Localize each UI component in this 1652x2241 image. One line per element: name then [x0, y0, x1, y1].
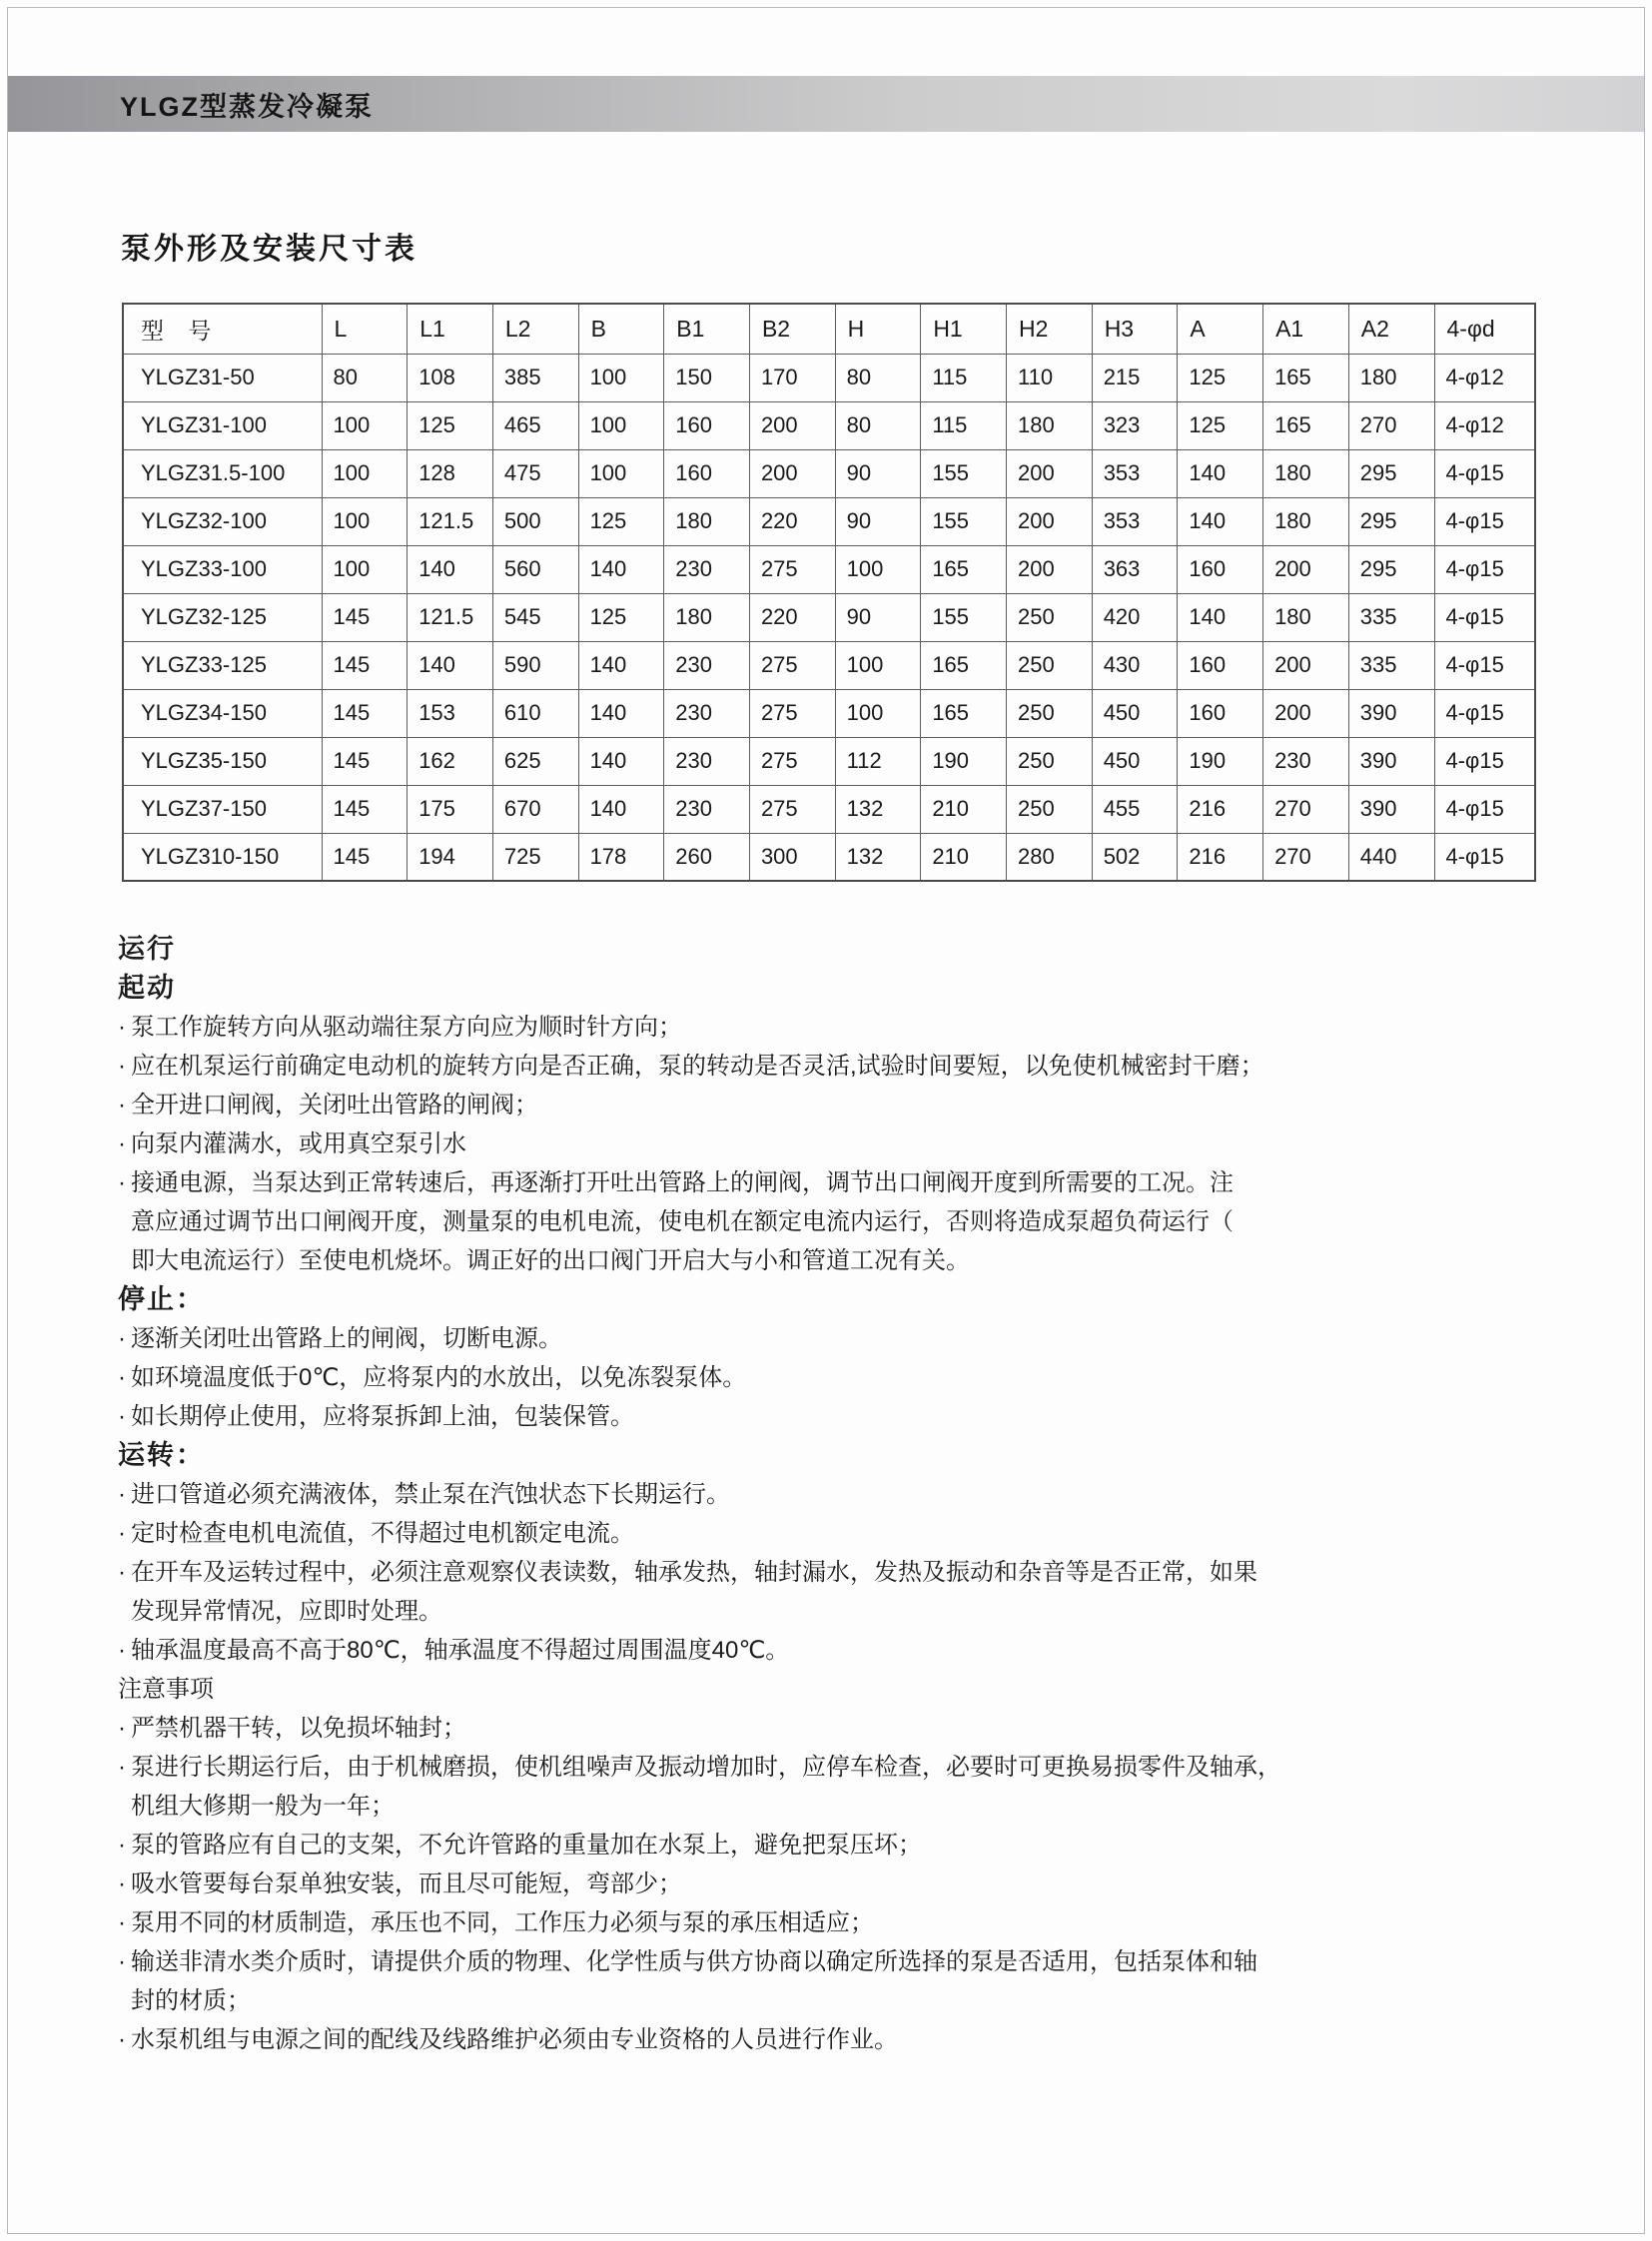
bullet-line — [118, 1047, 1558, 1086]
dimension-cell: 128 — [408, 449, 493, 497]
dimension-cell: 295 — [1348, 545, 1434, 593]
bullet-text: 轴承温度最高不高于80℃，轴承温度不得超过周围温度40℃。 — [131, 1637, 790, 1664]
dimension-cell: 165 — [921, 641, 1007, 689]
dimension-cell: 140 — [408, 545, 493, 593]
header-band — [8, 76, 1644, 132]
bullet-text: 水泵机组与电源之间的配线及线路维护必须由专业资格的人员进行作业。 — [131, 2026, 898, 2053]
dimension-cell: 145 — [322, 593, 408, 641]
model-cell: YLGZ35-150 — [123, 737, 322, 785]
model-cell: YLGZ37-150 — [123, 785, 322, 833]
dimension-cell: 155 — [921, 449, 1007, 497]
dimension-cell: 280 — [1007, 833, 1093, 881]
bullet-marker: · — [118, 1909, 126, 1936]
dimension-cell: 230 — [664, 545, 750, 593]
bullet-line — [118, 1553, 1558, 1592]
dimension-cell: 216 — [1178, 785, 1263, 833]
bullet-marker: · — [118, 1092, 126, 1119]
bullet-line — [118, 1124, 1558, 1163]
dimension-cell: 335 — [1348, 593, 1434, 641]
dimension-cell: 112 — [835, 737, 921, 785]
bullet-line — [118, 1942, 1558, 1981]
dimension-cell: 125 — [578, 497, 664, 545]
column-header: L1 — [408, 304, 493, 354]
dimension-cell: 155 — [921, 593, 1007, 641]
bullet-line — [118, 1903, 1558, 1942]
bullet-marker: · — [118, 1559, 126, 1586]
bullet-marker: · — [118, 1754, 126, 1781]
bullet-text: 泵用不同的材质制造，承压也不同，工作压力必须与泵的承压相适应； — [131, 1909, 874, 1936]
column-header: H3 — [1092, 304, 1178, 354]
dimension-cell: 450 — [1092, 737, 1178, 785]
bullet-line — [118, 1008, 1558, 1047]
bullet-text: 输送非清水类介质时，请提供介质的物理、化学性质与供方协商以确定所选择的泵是否适用，包括泵体和轴 — [131, 1948, 1257, 1975]
column-header: H2 — [1007, 304, 1093, 354]
dimension-cell: 145 — [322, 641, 408, 689]
dimension-cell: 670 — [492, 785, 578, 833]
model-cell: YLGZ32-125 — [123, 593, 322, 641]
bullet-line — [118, 1514, 1558, 1553]
dimension-cell: 180 — [1348, 354, 1434, 401]
dimension-cell: 4-φ15 — [1434, 737, 1535, 785]
dimension-cell: 275 — [749, 545, 835, 593]
dimension-cell: 275 — [749, 785, 835, 833]
dimension-cell: 121.5 — [408, 497, 493, 545]
table-header-row — [123, 304, 1535, 354]
dimension-cell: 210 — [921, 785, 1007, 833]
bullet-text: 如长期停止使用，应将泵拆卸上油，包装保管。 — [131, 1403, 634, 1430]
table-row — [123, 545, 1535, 593]
dimension-cell: 455 — [1092, 785, 1178, 833]
dimension-cell: 140 — [1178, 497, 1263, 545]
dimension-cell: 725 — [492, 833, 578, 881]
dimension-cell: 170 — [749, 354, 835, 401]
body-text — [118, 930, 1558, 2059]
table-row — [123, 593, 1535, 641]
text-continuation-line: 意应通过调节出口闸阀开度，测量泵的电机电流，使电机在额定电流内运行，否则将造成泵超负荷运行（ — [131, 1208, 1234, 1235]
dimension-cell: 200 — [1007, 545, 1093, 593]
dimension-cell: 180 — [664, 593, 750, 641]
dimension-cell: 230 — [1263, 737, 1349, 785]
column-header: L2 — [492, 304, 578, 354]
dimension-cell: 180 — [1007, 401, 1093, 449]
dimension-cell: 300 — [749, 833, 835, 881]
table-row — [123, 689, 1535, 737]
model-cell: YLGZ33-125 — [123, 641, 322, 689]
column-header: A — [1178, 304, 1263, 354]
bullet-text: 定时检查电机电流值，不得超过电机额定电流。 — [131, 1520, 634, 1547]
bullet-marker: · — [118, 1364, 126, 1391]
bullet-line — [118, 1748, 1558, 1787]
bullet-marker: · — [118, 1014, 126, 1041]
dimension-cell: 125 — [1178, 401, 1263, 449]
dimension-cell: 165 — [921, 689, 1007, 737]
dimension-cell: 165 — [921, 545, 1007, 593]
dimensions-table — [122, 303, 1536, 882]
table-row — [123, 354, 1535, 401]
dimension-cell: 390 — [1348, 689, 1434, 737]
bullet-text: 如环境温度低于0℃，应将泵内的水放出，以免冻裂泵体。 — [131, 1364, 747, 1391]
column-header: H1 — [921, 304, 1007, 354]
column-header: 4-φd — [1434, 304, 1535, 354]
dimension-cell: 162 — [408, 737, 493, 785]
dimension-cell: 80 — [835, 401, 921, 449]
dimension-cell: 140 — [578, 641, 664, 689]
dimension-cell: 323 — [1092, 401, 1178, 449]
column-header: 型 号 — [123, 304, 322, 354]
bullet-text: 吸水管要每台泵单独安装，而且尽可能短，弯部少； — [131, 1870, 682, 1897]
table-header — [123, 304, 1535, 354]
bullet-marker: · — [118, 2026, 126, 2053]
dimension-cell: 610 — [492, 689, 578, 737]
dimension-cell: 200 — [749, 401, 835, 449]
dimension-cell: 260 — [664, 833, 750, 881]
dimension-cell: 4-φ15 — [1434, 593, 1535, 641]
dimension-cell: 100 — [322, 545, 408, 593]
dimension-cell: 90 — [835, 497, 921, 545]
column-header: A1 — [1263, 304, 1349, 354]
dimension-cell: 80 — [835, 354, 921, 401]
table-body — [123, 354, 1535, 881]
dimension-cell: 295 — [1348, 449, 1434, 497]
dimension-cell: 140 — [578, 689, 664, 737]
dimension-cell: 100 — [835, 689, 921, 737]
model-cell: YLGZ31.5-100 — [123, 449, 322, 497]
dimension-cell: 80 — [322, 354, 408, 401]
dimension-cell: 4-φ15 — [1434, 449, 1535, 497]
bullet-text: 全开进口闸阀，关闭吐出管路的闸阀； — [131, 1092, 538, 1119]
table-row — [123, 737, 1535, 785]
dimension-cell: 590 — [492, 641, 578, 689]
dimension-cell: 230 — [664, 785, 750, 833]
bullet-text: 泵工作旋转方向从驱动端往泵方向应为顺时针方向； — [131, 1014, 682, 1041]
bullet-marker: · — [118, 1637, 126, 1664]
bullet-line — [118, 1865, 1558, 1903]
dimension-cell: 625 — [492, 737, 578, 785]
dimension-cell: 200 — [749, 449, 835, 497]
bullet-marker: · — [118, 1481, 126, 1508]
dimension-cell: 121.5 — [408, 593, 493, 641]
dimension-cell: 140 — [578, 545, 664, 593]
bullet-text: 进口管道必须充满液体，禁止泵在汽蚀状态下长期运行。 — [131, 1481, 730, 1508]
dimension-cell: 215 — [1092, 354, 1178, 401]
bullet-marker: · — [118, 1715, 126, 1742]
dimension-cell: 100 — [322, 497, 408, 545]
dimension-cell: 390 — [1348, 737, 1434, 785]
dimension-cell: 4-φ15 — [1434, 641, 1535, 689]
subheading: 注意事项 — [118, 1676, 214, 1703]
dimension-cell: 115 — [921, 401, 1007, 449]
section-heading: 起动 — [118, 973, 176, 1003]
bullet-text: 接通电源，当泵达到正常转速后，再逐渐打开吐出管路上的闸阀，调节出口闸阀开度到所需要的工况。注 — [131, 1169, 1234, 1196]
dimension-cell: 430 — [1092, 641, 1178, 689]
dimension-cell: 140 — [1178, 449, 1263, 497]
column-header: A2 — [1348, 304, 1434, 354]
model-cell: YLGZ31-100 — [123, 401, 322, 449]
dimension-cell: 175 — [408, 785, 493, 833]
model-cell: YLGZ34-150 — [123, 689, 322, 737]
model-cell: YLGZ32-100 — [123, 497, 322, 545]
dimension-cell: 230 — [664, 689, 750, 737]
section-heading: 运行 — [118, 934, 176, 964]
dimension-cell: 275 — [749, 737, 835, 785]
dimension-cell: 220 — [749, 593, 835, 641]
bullet-line — [118, 1709, 1558, 1748]
dimension-cell: 190 — [921, 737, 1007, 785]
dimension-cell: 90 — [835, 593, 921, 641]
column-header: B — [578, 304, 664, 354]
dimension-cell: 132 — [835, 833, 921, 881]
dimension-cell: 475 — [492, 449, 578, 497]
dimension-cell: 385 — [492, 354, 578, 401]
table-row — [123, 449, 1535, 497]
dimension-cell: 450 — [1092, 689, 1178, 737]
table-row — [123, 833, 1535, 881]
dimension-cell: 295 — [1348, 497, 1434, 545]
dimension-cell: 270 — [1263, 833, 1349, 881]
dimension-cell: 180 — [1263, 449, 1349, 497]
bullet-line — [118, 1163, 1558, 1202]
bullet-line — [118, 2020, 1558, 2059]
dimension-cell: 200 — [1007, 497, 1093, 545]
dimension-cell: 140 — [578, 737, 664, 785]
dimension-cell: 210 — [921, 833, 1007, 881]
model-cell: YLGZ310-150 — [123, 833, 322, 881]
bullet-text: 在开车及运转过程中，必须注意观察仪表读数，轴承发热，轴封漏水，发热及振动和杂音等是否正常，如果 — [131, 1559, 1257, 1586]
dimension-cell: 165 — [1263, 354, 1349, 401]
bullet-line — [118, 1397, 1558, 1436]
dimension-cell: 216 — [1178, 833, 1263, 881]
dimension-cell: 145 — [322, 833, 408, 881]
dimension-cell: 100 — [322, 449, 408, 497]
column-header: L — [322, 304, 408, 354]
bullet-marker: · — [118, 1053, 126, 1080]
dimension-cell: 250 — [1007, 785, 1093, 833]
dimension-cell: 200 — [1263, 545, 1349, 593]
section-title: 泵外形及安装尺寸表 — [121, 233, 417, 266]
dimension-cell: 270 — [1263, 785, 1349, 833]
model-cell: YLGZ33-100 — [123, 545, 322, 593]
bullet-text: 逐渐关闭吐出管路上的闸阀，切断电源。 — [131, 1325, 562, 1352]
dimension-cell: 250 — [1007, 593, 1093, 641]
dimension-cell: 180 — [1263, 593, 1349, 641]
bullet-marker: · — [118, 1403, 126, 1430]
dimension-cell: 100 — [578, 354, 664, 401]
dimension-cell: 353 — [1092, 497, 1178, 545]
dimension-cell: 160 — [664, 401, 750, 449]
table-row — [123, 497, 1535, 545]
dimension-cell: 140 — [578, 785, 664, 833]
dimension-cell: 200 — [1007, 449, 1093, 497]
text-continuation-line: 即大电流运行）至使电机烧坏。调正好的出口阀门开启大与小和管道工况有关。 — [131, 1247, 970, 1274]
dimension-cell: 160 — [1178, 689, 1263, 737]
bullet-line — [118, 1631, 1558, 1670]
text-continuation-line: 封的材质； — [131, 1987, 251, 2014]
dimension-cell: 140 — [1178, 593, 1263, 641]
dimension-cell: 420 — [1092, 593, 1178, 641]
dimension-cell: 110 — [1007, 354, 1093, 401]
dimension-cell: 180 — [1263, 497, 1349, 545]
dimension-cell: 500 — [492, 497, 578, 545]
bullet-marker: · — [118, 1520, 126, 1547]
dimension-cell: 545 — [492, 593, 578, 641]
dimension-cell: 140 — [408, 641, 493, 689]
dimension-cell: 440 — [1348, 833, 1434, 881]
bullet-text: 泵的管路应有自己的支架，不允许管路的重量加在水泵上，避免把泵压坏； — [131, 1832, 922, 1859]
table-row — [123, 641, 1535, 689]
bullet-marker: · — [118, 1325, 126, 1352]
dimension-cell: 200 — [1263, 689, 1349, 737]
bullet-marker: · — [118, 1832, 126, 1859]
dimension-cell: 100 — [578, 449, 664, 497]
dimension-cell: 125 — [408, 401, 493, 449]
dimension-cell: 270 — [1348, 401, 1434, 449]
table-row — [123, 785, 1535, 833]
bullet-text: 严禁机器干转，以免损坏轴封； — [131, 1715, 466, 1742]
dimension-cell: 165 — [1263, 401, 1349, 449]
dimension-cell: 155 — [921, 497, 1007, 545]
dimension-cell: 200 — [1263, 641, 1349, 689]
dimension-cell: 220 — [749, 497, 835, 545]
bullet-text: 泵进行长期运行后，由于机械磨损，使机组噪声及振动增加时，应停车检查，必要时可更换易损零件及轴承， — [131, 1754, 1281, 1781]
bullet-line — [118, 1319, 1558, 1358]
dimension-cell: 250 — [1007, 641, 1093, 689]
dimension-cell: 132 — [835, 785, 921, 833]
dimension-cell: 4-φ15 — [1434, 785, 1535, 833]
dimension-cell: 4-φ15 — [1434, 497, 1535, 545]
dimension-cell: 4-φ12 — [1434, 401, 1535, 449]
dimension-cell: 150 — [664, 354, 750, 401]
dimension-cell: 190 — [1178, 737, 1263, 785]
bullet-line — [118, 1475, 1558, 1514]
column-header: B1 — [664, 304, 750, 354]
bullet-line — [118, 1826, 1558, 1865]
section-heading: 运转： — [118, 1440, 205, 1470]
dimension-cell: 145 — [322, 737, 408, 785]
dimension-cell: 115 — [921, 354, 1007, 401]
page-title: YLGZ型蒸发冷凝泵 — [120, 91, 374, 122]
dimension-cell: 160 — [1178, 641, 1263, 689]
bullet-text: 应在机泵运行前确定电动机的旋转方向是否正确，泵的转动是否灵活,试验时间要短，以免使机械密封干磨； — [131, 1053, 1264, 1080]
dimension-cell: 230 — [664, 641, 750, 689]
dimension-cell: 275 — [749, 641, 835, 689]
bullet-marker: · — [118, 1870, 126, 1897]
dimension-cell: 90 — [835, 449, 921, 497]
model-cell: YLGZ31-50 — [123, 354, 322, 401]
bullet-marker: · — [118, 1130, 126, 1157]
bullet-marker: · — [118, 1169, 126, 1196]
dimension-cell: 194 — [408, 833, 493, 881]
bullet-line — [118, 1358, 1558, 1397]
dimension-cell: 160 — [664, 449, 750, 497]
dimension-cell: 250 — [1007, 689, 1093, 737]
dimension-cell: 145 — [322, 785, 408, 833]
bullet-marker: · — [118, 1948, 126, 1975]
dimension-cell: 160 — [1178, 545, 1263, 593]
dimension-cell: 100 — [578, 401, 664, 449]
section-heading: 停止： — [118, 1284, 205, 1314]
dimension-cell: 153 — [408, 689, 493, 737]
dimension-cell: 4-φ15 — [1434, 545, 1535, 593]
dimension-cell: 363 — [1092, 545, 1178, 593]
dimension-cell: 125 — [1178, 354, 1263, 401]
dimension-cell: 230 — [664, 737, 750, 785]
dimension-cell: 502 — [1092, 833, 1178, 881]
column-header: H — [835, 304, 921, 354]
dimension-cell: 100 — [322, 401, 408, 449]
dimension-cell: 250 — [1007, 737, 1093, 785]
dimension-cell: 125 — [578, 593, 664, 641]
dimension-cell: 145 — [322, 689, 408, 737]
bullet-line — [118, 1086, 1558, 1124]
dimension-cell: 180 — [664, 497, 750, 545]
dimension-cell: 560 — [492, 545, 578, 593]
dimension-cell: 335 — [1348, 641, 1434, 689]
text-continuation-line: 发现异常情况，应即时处理。 — [131, 1598, 442, 1625]
bullet-text: 向泵内灌满水，或用真空泵引水 — [131, 1130, 466, 1157]
dimension-cell: 100 — [835, 641, 921, 689]
dimension-cell: 465 — [492, 401, 578, 449]
dimension-cell: 4-φ12 — [1434, 354, 1535, 401]
dimension-cell: 275 — [749, 689, 835, 737]
text-continuation-line: 机组大修期一般为一年； — [131, 1793, 395, 1820]
dimension-cell: 108 — [408, 354, 493, 401]
dimension-cell: 4-φ15 — [1434, 833, 1535, 881]
dimension-cell: 353 — [1092, 449, 1178, 497]
table-row — [123, 401, 1535, 449]
column-header: B2 — [749, 304, 835, 354]
dimension-cell: 178 — [578, 833, 664, 881]
dimension-cell: 390 — [1348, 785, 1434, 833]
dimension-cell: 100 — [835, 545, 921, 593]
dimension-cell: 4-φ15 — [1434, 689, 1535, 737]
